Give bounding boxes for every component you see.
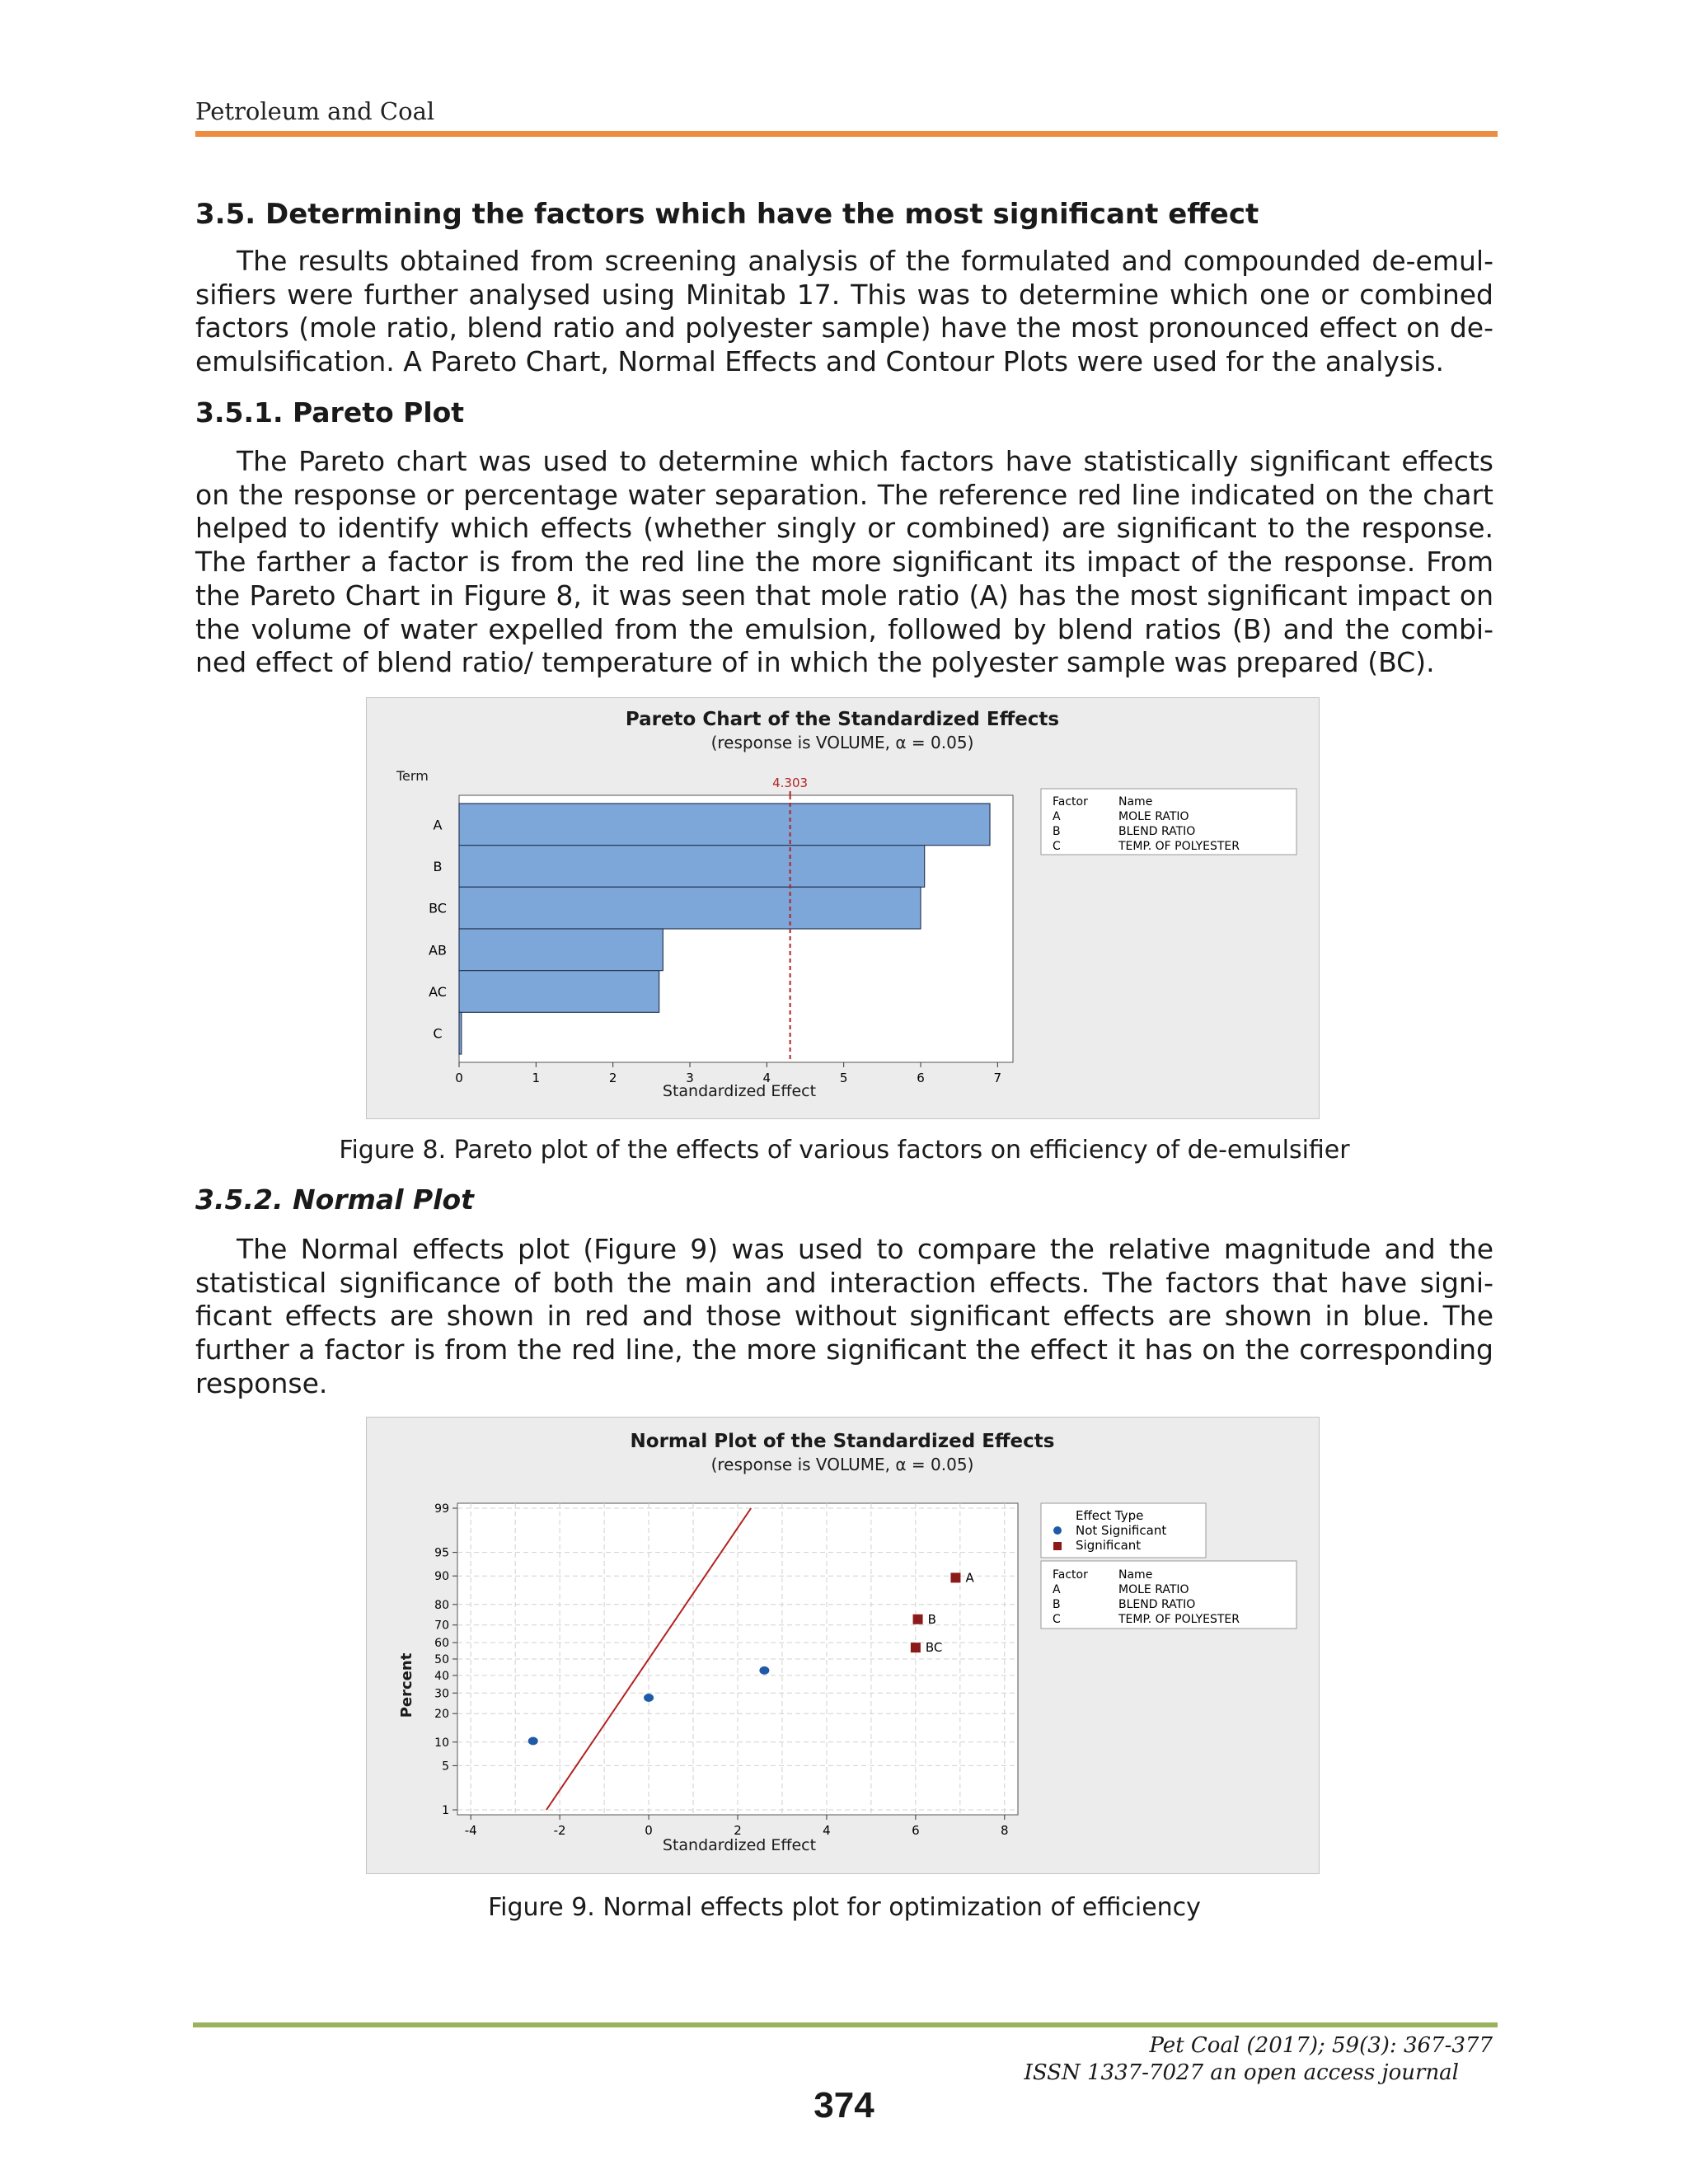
normal-ytick-label: 95 <box>434 1546 449 1560</box>
normal-xtick-label: 0 <box>645 1823 653 1838</box>
point-label: B <box>927 1611 936 1627</box>
pareto-term-label: AC <box>429 984 447 1000</box>
point-label: BC <box>925 1640 943 1656</box>
pareto-subtitle: (response is VOLUME, α = 0.05) <box>710 733 974 752</box>
normal-paragraph: The Normal effects plot (Figure 9) was used to compare the relative magnitude and the statistical significance of both the main and interaction effects. The factors that have signi-ficant effects are shown in red and those without significant effects are shown in blue. The further a factor is from the red line, the more significant the effect it has on the corresponding response. <box>195 1233 1493 1399</box>
pareto-xtick-label: 4 <box>762 1071 771 1085</box>
legend-factor-c: C <box>1053 1613 1061 1626</box>
pareto-xtick-label: 2 <box>608 1071 617 1085</box>
intro-paragraph: The results obtained from screening analysis of the formulated and compounded de-emul-sifiers were further analysed using Minitab 17. This was to determine which one or combined factors (mole ratio, blend ratio and polyester sample) have the most pronounced effect on de-emulsification. A Pareto Chart, Normal Effects and Contour Plots were used for the analysis. <box>195 245 1493 378</box>
normal-ytick-label: 30 <box>434 1687 449 1701</box>
pareto-figure <box>366 697 1320 1119</box>
legend-factor-a: A <box>1053 1583 1061 1596</box>
pareto-term-label: B <box>433 859 443 874</box>
pareto-xtick-label: 0 <box>455 1071 463 1085</box>
normal-title: Normal Plot of the Standardized Effects <box>630 1431 1055 1452</box>
normal-xtick-label: 6 <box>912 1823 920 1838</box>
legend-factor-b: B <box>1053 825 1061 838</box>
legend-header-factor: Factor <box>1053 1568 1088 1582</box>
normal-xtick-label: 8 <box>1001 1823 1009 1838</box>
significant-point-a <box>950 1572 960 1582</box>
significant-point-bc <box>911 1643 921 1652</box>
pareto-factor-legend <box>1041 789 1296 855</box>
legend-significant: Significant <box>1076 1538 1142 1553</box>
pareto-bar-a <box>459 804 990 846</box>
normal-ytick-label: 10 <box>434 1736 449 1750</box>
footer-issn: ISSN 1337-7027 an open access journal <box>1024 2060 1459 2085</box>
pareto-chart <box>367 698 1319 1118</box>
normal-ytick-label: 99 <box>434 1502 449 1516</box>
normal-ytick-label: 50 <box>434 1653 449 1666</box>
legend-factor-c: C <box>1053 840 1061 853</box>
pareto-term-label: BC <box>429 900 447 916</box>
normal-xtick-label: 4 <box>823 1823 831 1838</box>
legend-factor-a: A <box>1053 810 1061 823</box>
not-significant-marker <box>1053 1526 1062 1535</box>
pareto-ylabel: Term <box>396 768 429 784</box>
legend-factor-b: B <box>1053 1598 1061 1611</box>
normal-ytick-label: 1 <box>442 1804 449 1817</box>
legend-header-name: Name <box>1118 795 1153 808</box>
legend-header-name: Name <box>1118 1568 1153 1582</box>
pareto-bar-b <box>459 846 925 888</box>
pareto-xlabel: Standardized Effect <box>662 1082 817 1100</box>
pareto-xtick-label: 6 <box>917 1071 925 1085</box>
normal-xtick-label: 2 <box>734 1823 742 1838</box>
significant-point-b <box>913 1615 923 1624</box>
page-number: 374 <box>814 2085 874 2125</box>
point-label: A <box>965 1570 974 1586</box>
footer-rule <box>193 2022 1498 2027</box>
pareto-title: Pareto Chart of the Standardized Effects <box>625 709 1060 730</box>
journal-title: Petroleum and Coal <box>195 97 435 125</box>
normal-xtick-label: -4 <box>464 1823 477 1838</box>
not-significant-point <box>759 1666 769 1675</box>
legend-name-b: BLEND RATIO <box>1118 825 1196 838</box>
pareto-term-label: C <box>433 1025 443 1042</box>
header-rule <box>195 131 1498 137</box>
pareto-term-label: A <box>433 817 443 833</box>
normal-chart <box>367 1418 1319 1873</box>
legend-name-b: BLEND RATIO <box>1118 1598 1196 1611</box>
pareto-heading: 3.5.1. Pareto Plot <box>195 396 465 429</box>
figure9-caption: Figure 9. Normal effects plot for optimization of efficiency <box>488 1893 1201 1922</box>
normal-factor-legend <box>1041 1561 1296 1629</box>
normal-ytick-label: 70 <box>434 1619 449 1633</box>
pareto-xtick-label: 3 <box>686 1071 694 1085</box>
normal-figure <box>366 1417 1320 1874</box>
normal-ytick-label: 90 <box>434 1570 449 1584</box>
normal-ytick-label: 80 <box>434 1598 449 1612</box>
section-heading: 3.5. Determining the factors which have the most significant effect <box>195 198 1259 231</box>
footer-citation: Pet Coal (2017); 59(3): 367-377 <box>1149 2033 1493 2058</box>
normal-heading: 3.5.2. Normal Plot <box>195 1183 474 1216</box>
normal-ylabel: Percent <box>398 1652 415 1718</box>
legend-header-factor: Factor <box>1053 795 1088 808</box>
pareto-bar-bc <box>459 887 921 929</box>
pareto-term-label: AB <box>429 942 447 958</box>
normal-subtitle: (response is VOLUME, α = 0.05) <box>710 1455 974 1474</box>
normal-ytick-label: 20 <box>434 1708 449 1722</box>
legend-name-a: MOLE RATIO <box>1118 810 1189 823</box>
not-significant-point <box>528 1736 538 1745</box>
normal-xlabel: Standardized Effect <box>662 1836 817 1854</box>
figure8-caption: Figure 8. Pareto plot of the effects of various factors on efficiency of de-emulsifier <box>339 1136 1350 1165</box>
pareto-xtick-label: 7 <box>993 1071 1002 1085</box>
effect-type-legend <box>1041 1503 1206 1558</box>
pareto-reference-label: 4.303 <box>772 776 809 790</box>
not-significant-point <box>644 1694 654 1702</box>
pareto-xtick-label: 5 <box>839 1071 848 1085</box>
significant-marker <box>1053 1542 1062 1550</box>
legend-name-c: TEMP. OF POLYESTER <box>1118 1613 1240 1626</box>
pareto-bar-ab <box>459 929 663 971</box>
legend-title: Effect Type <box>1076 1508 1144 1523</box>
legend-not-significant: Not Significant <box>1076 1523 1167 1538</box>
legend-name-a: MOLE RATIO <box>1118 1583 1189 1596</box>
pareto-xtick-label: 1 <box>532 1071 541 1085</box>
normal-ytick-label: 60 <box>434 1637 449 1651</box>
pareto-paragraph: The Pareto chart was used to determine which factors have statistically significant effects on the response or percentage water separation. The reference red line indicated on the chart helped to identify which effects (whether singly or combined) are significant to the response. The farther a factor is from the red line the more significant its impact of the response. From the Pareto Chart in Figure 8, it was seen that mole ratio (A) has the most significant impact on the volume of water expelled from the emulsion, followed by blend ratios (B) and the combi-ned effect of blend ratio/ temperature of in which the polyester sample was prepared (BC). <box>195 445 1493 679</box>
pareto-bar-c <box>459 1012 462 1054</box>
normal-ytick-label: 40 <box>434 1669 449 1683</box>
pareto-bar-ac <box>459 971 659 1013</box>
normal-ytick-label: 5 <box>442 1760 449 1774</box>
legend-name-c: TEMP. OF POLYESTER <box>1118 840 1240 853</box>
normal-xtick-label: -2 <box>553 1823 566 1838</box>
